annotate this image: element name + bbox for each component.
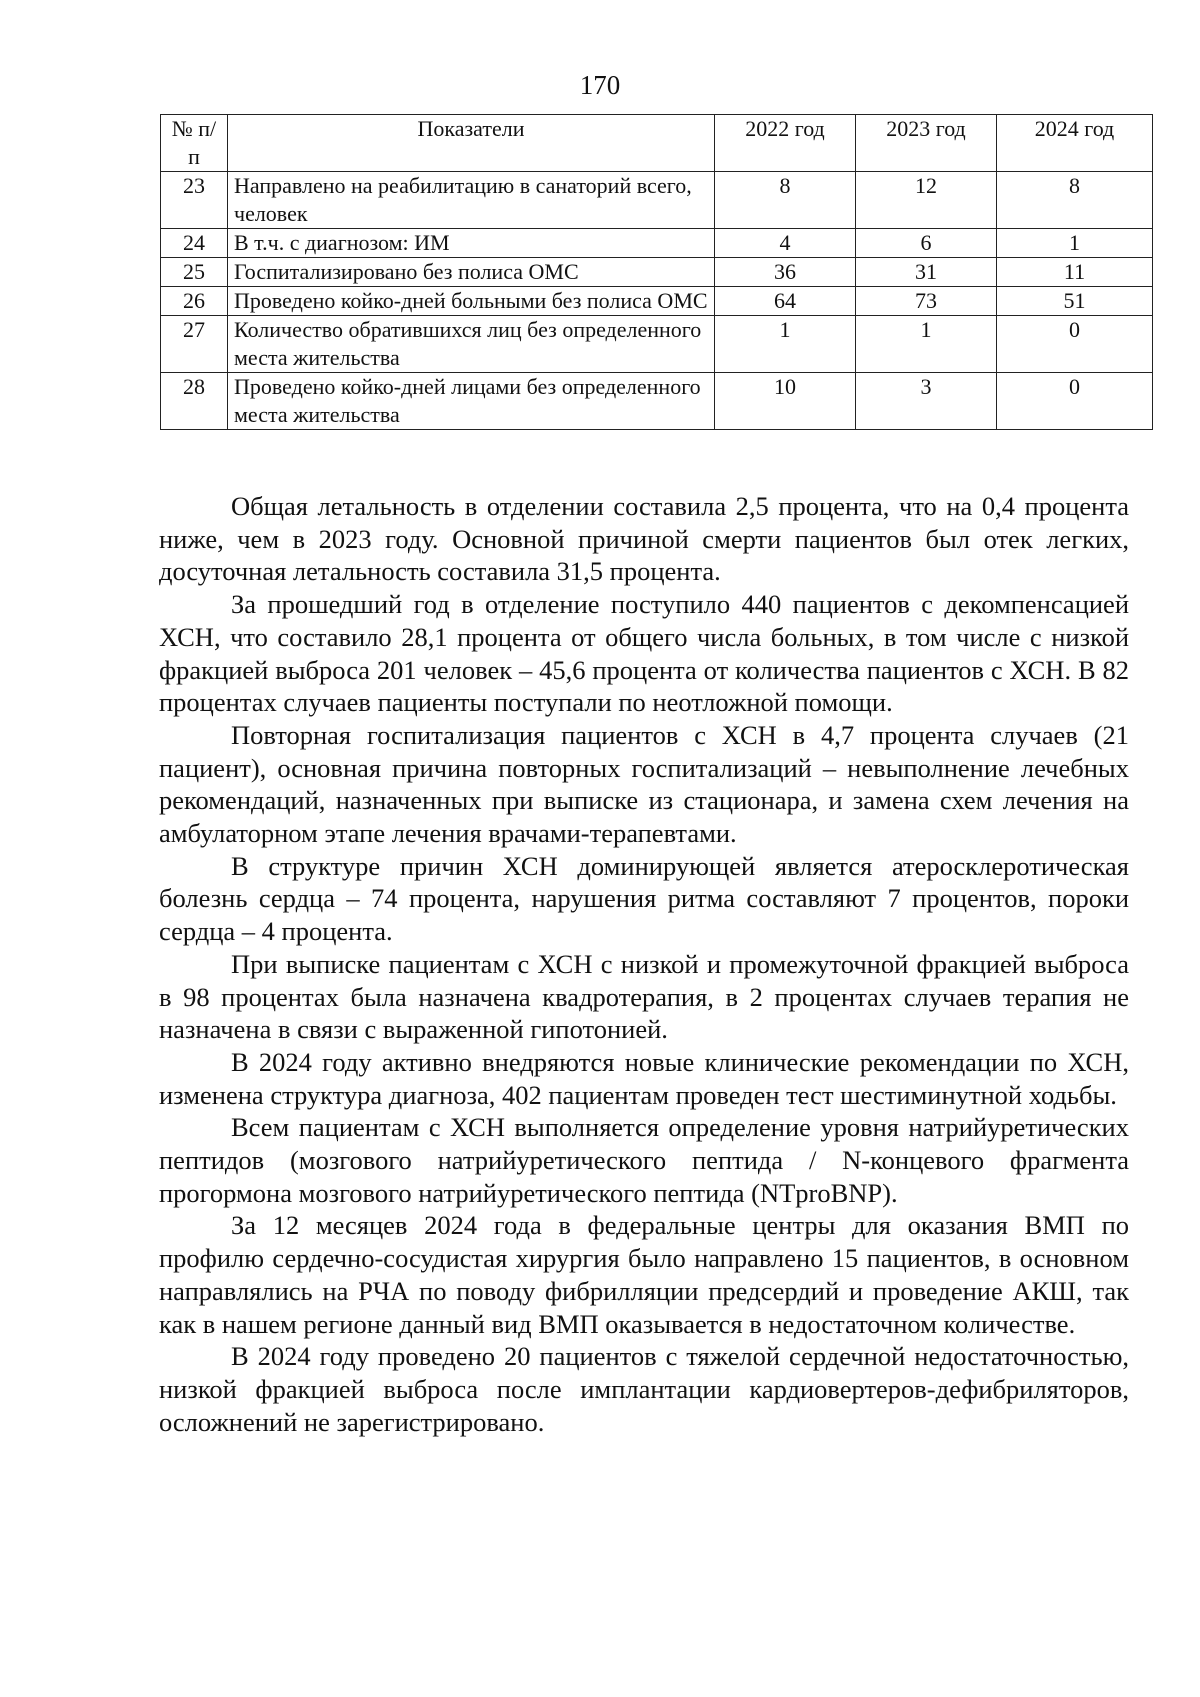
table-row <box>161 287 1153 316</box>
header-2023: 2023 год <box>856 115 997 172</box>
page-number: 170 <box>579 70 621 100</box>
table-row <box>161 373 1153 430</box>
row-value-2024: 8 <box>997 172 1153 229</box>
row-value-2022: 36 <box>715 258 856 287</box>
row-value-2024: 11 <box>997 258 1153 287</box>
row-value-2023: 1 <box>856 316 997 373</box>
row-value-2022: 4 <box>715 229 856 258</box>
paragraph-peptides: Всем пациентам с ХСН выполняется определение уровня натрийуретических пептидов (мозгового натрийуретического пептида / N-концевого фрагмента прогормона мозгового натрийуретического пептида (NTproBNP). <box>159 1112 1129 1208</box>
row-indicator: Госпитализировано без полиса ОМС <box>228 258 715 287</box>
header-2024: 2024 год <box>997 115 1153 172</box>
paragraph-causes: В структуре причин ХСН доминирующей является атеросклеротическая болезнь сердца – 74 процента, нарушения ритма составляют 7 процентов, пороки сердца – 4 процента. <box>159 850 1129 947</box>
header-indicator: Показатели <box>228 115 715 172</box>
row-indicator: Проведено койко-дней лицами без определенного места жительства <box>228 373 715 430</box>
table-row <box>161 229 1153 258</box>
paragraph-guidelines: В 2024 году активно внедряются новые клинические рекомендации по ХСН, изменена структура диагноза, 402 пациентам проведен тест шестиминутной ходьбы. <box>159 1046 1129 1110</box>
row-value-2023: 6 <box>856 229 997 258</box>
table-row <box>161 258 1153 287</box>
paragraph-implantation: В 2024 году проведено 20 пациентов с тяжелой сердечной недостаточностью, низкой фракцией выброса после имплантации кардиовертеров-дефибриляторов, осложнений не зарегистрировано. <box>159 1341 1129 1437</box>
row-value-2023: 12 <box>856 172 997 229</box>
row-value-2022: 10 <box>715 373 856 430</box>
row-value-2024: 1 <box>997 229 1153 258</box>
table-header-row <box>161 115 1153 172</box>
header-num: № п/п <box>161 115 228 172</box>
row-value-2023: 73 <box>856 287 997 316</box>
body-text <box>159 490 1129 1438</box>
paragraph-readmissions: Повторная госпитализация пациентов с ХСН в 4,7 процента случаев (21 пациент), основная причина повторных госпитализаций – невыполнение лечебных рекомендаций, назначенных при выписке из стационара, и замена схем лечения на амбулаторном этапе лечения врачами-терапевтами. <box>159 719 1129 849</box>
table-row <box>161 172 1153 229</box>
row-value-2024: 0 <box>997 316 1153 373</box>
indicators-table <box>160 114 1153 430</box>
paragraph-mortality: Общая летальность в отделении составила 2,5 процента, что на 0,4 процента ниже, чем в 2023 году. Основной причиной смерти пациентов был отек легких, досуточная летальность составила 31,5 процента. <box>159 491 1129 587</box>
row-indicator: Направлено на реабилитацию в санаторий всего, человек <box>228 172 715 229</box>
row-num: 23 <box>161 172 228 229</box>
paragraph-federal-centers: За 12 месяцев 2024 года в федеральные центры для оказания ВМП по профилю сердечно-сосудистая хирургия было направлено 15 пациентов, в основном направлялись на РЧА по поводу фибрилляции предсердий и проведение АКШ, так как в нашем регионе данный вид ВМП оказывается в недостаточном количестве. <box>159 1210 1129 1339</box>
row-num: 27 <box>161 316 228 373</box>
table-row <box>161 316 1153 373</box>
header-2022: 2022 год <box>715 115 856 172</box>
row-value-2023: 3 <box>856 373 997 430</box>
row-num: 25 <box>161 258 228 287</box>
paragraph-discharge-therapy: При выписке пациентам с ХСН с низкой и промежуточной фракцией выброса в 98 процентах была назначена квадротерапия, в 2 процентах случаев терапия не назначена в связи с выраженной гипотонией. <box>159 948 1129 1045</box>
row-value-2022: 8 <box>715 172 856 229</box>
row-num: 26 <box>161 287 228 316</box>
row-indicator: Проведено койко-дней больными без полиса ОМС <box>228 287 715 316</box>
row-num: 24 <box>161 229 228 258</box>
row-indicator: Количество обратившихся лиц без определенного места жительства <box>228 316 715 373</box>
row-value-2022: 64 <box>715 287 856 316</box>
row-value-2022: 1 <box>715 316 856 373</box>
row-indicator: В т.ч. с диагнозом: ИМ <box>228 229 715 258</box>
row-value-2024: 0 <box>997 373 1153 430</box>
row-value-2023: 31 <box>856 258 997 287</box>
row-value-2024: 51 <box>997 287 1153 316</box>
paragraph-admissions: За прошедший год в отделение поступило 440 пациентов с декомпенсацией ХСН, что составило 28,1 процента от общего числа больных, в том числе с низкой фракцией выброса 201 человек – 45,6 процента от количества пациентов с ХСН. В 82 процентах случаев пациенты поступали по неотложной помощи. <box>159 589 1129 718</box>
row-num: 28 <box>161 373 228 430</box>
